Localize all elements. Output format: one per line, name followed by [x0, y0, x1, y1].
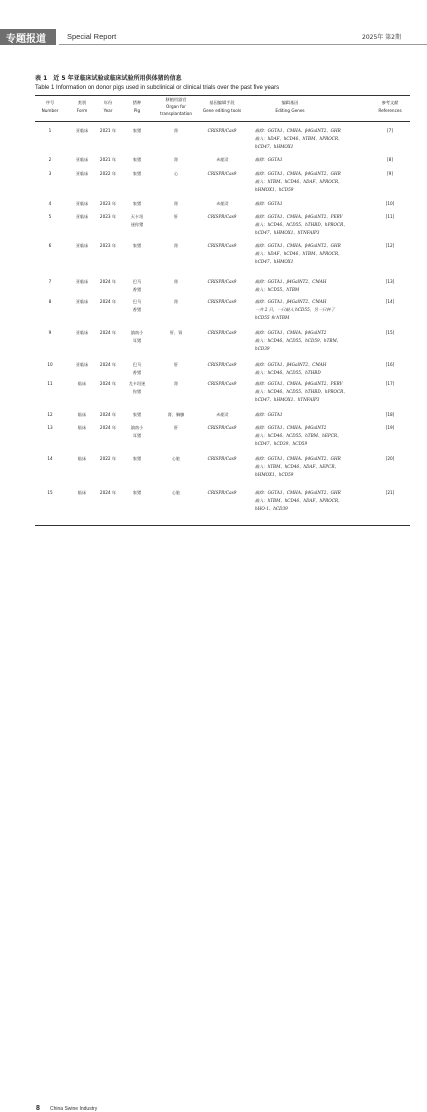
row-number: 13 [47, 425, 53, 430]
column-header-en: Editing Genes [275, 108, 305, 113]
row-year: 2024 年 [99, 362, 117, 367]
row-pig: 家猪 [132, 490, 142, 495]
row-genes: 敲除：GGTA1 [255, 412, 283, 417]
row-reference: [18] [385, 412, 395, 417]
row-pig: 香猪 [132, 307, 142, 312]
row-form: 亚临床 [75, 362, 89, 367]
row-reference: [12] [385, 243, 395, 248]
row-number: 14 [47, 456, 53, 461]
row-genes: 敲入：hCD55、hTBM [255, 287, 300, 292]
row-tool: CRISPR/Cas9 [207, 425, 237, 430]
row-tool: CRISPR/Cas9 [207, 456, 237, 461]
row-genes: 敲入：hTBM、hCD46、hDAF、hEPCR、 [255, 464, 339, 469]
table-caption-zh: 表 1 近 5 年亚临床试验或临床试验所用供体猪的信息 [35, 75, 182, 82]
section-label-zh: 专题报道 [6, 34, 46, 45]
column-header-en: transplantation [159, 111, 193, 116]
column-header-en: Form [76, 108, 88, 113]
table-bottom-rule [35, 525, 410, 526]
row-pig: 香猪 [132, 287, 142, 292]
row-form: 亚临床 [75, 279, 89, 284]
header-divider [59, 44, 427, 45]
row-genes: 敲入：hDAF、hCD46、hTBM、hPROCR、 [255, 251, 343, 256]
row-tool: CRISPR/Cas9 [207, 279, 237, 284]
row-tool: 未提及 [215, 201, 229, 206]
column-header-zh: 基因编辑手段 [209, 100, 235, 105]
row-genes: hHMOX1、hCD59 [255, 187, 294, 192]
row-form: 亚临床 [75, 243, 89, 248]
row-pig: 家猪 [132, 128, 142, 133]
row-year: 2021 年 [99, 128, 117, 133]
row-organ: 肝 [173, 362, 179, 367]
row-organ: 肾 [173, 128, 179, 133]
row-tool: CRISPR/Cas9 [207, 490, 237, 495]
row-number: 11 [47, 381, 53, 386]
row-pig: 天卡坦 [130, 214, 144, 219]
row-organ: 肾 [173, 243, 179, 248]
row-genes: 敲入：hDAF、hCD46、hTBM、hPROCR、 [255, 136, 343, 141]
row-organ: 心 [173, 171, 179, 176]
row-number: 7 [48, 279, 52, 284]
row-number: 12 [47, 412, 53, 417]
row-genes: 敲除：GGTA1、CMHA、β4GalNT2、GHR [255, 243, 341, 248]
row-tool: CRISPR/Cas9 [207, 330, 237, 335]
table-top-rule [35, 95, 410, 96]
row-tool: CRISPR/Cas9 [207, 381, 237, 386]
row-genes: hHO-1、hCD39 [255, 506, 288, 511]
row-year: 2024 年 [99, 330, 117, 335]
row-genes: 敲除：GGTA1、CMHA、β4GalNT2 [255, 425, 327, 430]
row-year: 2024 年 [99, 490, 117, 495]
row-pig: 巴马 [132, 299, 142, 304]
row-form: 亚临床 [75, 201, 89, 206]
row-year: 2024 年 [99, 279, 117, 284]
row-tool: CRISPR/Cas9 [207, 299, 237, 304]
section-tag [0, 29, 56, 45]
row-reference: [16] [385, 362, 395, 367]
row-year: 2023 年 [99, 214, 117, 219]
row-genes: hCD47、hHMOX1、hTNFAIP3 [255, 230, 320, 235]
row-tool: 未提及 [215, 412, 229, 417]
row-pig: 尤卡坦迷 [128, 381, 146, 386]
row-number: 1 [48, 128, 52, 133]
row-pig: 巴马 [132, 279, 142, 284]
row-organ: 心脏 [171, 456, 181, 461]
row-tool: CRISPR/Cas9 [207, 171, 237, 176]
row-year: 2023 年 [99, 201, 117, 206]
row-number: 5 [48, 214, 52, 219]
row-organ: 肝 [173, 214, 179, 219]
row-form: 临床 [77, 412, 87, 417]
issue-number: 2025年 第2期 [362, 34, 401, 41]
table-caption-en: Table 1 Information on donor pigs used in subclinical or clinical trials over the past five years [35, 85, 280, 91]
section-label-en: Special Report [67, 32, 117, 41]
row-tool: CRISPR/Cas9 [207, 214, 237, 219]
journal-name: China Swine Industry [50, 1106, 98, 1112]
column-header-zh: 序号 [45, 100, 55, 105]
row-organ: 肝 [173, 425, 179, 430]
row-number: 8 [48, 299, 52, 304]
row-genes: 敲入：hTBM、hCD46、hDAF、hPROCR、 [255, 498, 343, 503]
row-genes: hCD47、hHMOX1 [255, 259, 294, 264]
row-organ: 肾 [173, 157, 179, 162]
row-genes: hCD39 [255, 346, 270, 351]
row-genes: hCD55 和 hTBM [255, 315, 290, 320]
row-number: 3 [48, 171, 52, 176]
row-pig: 家猪 [132, 171, 142, 176]
row-form: 亚临床 [75, 214, 89, 219]
row-genes: 敲入：hCD46、hCD55、hTHBD [255, 370, 321, 375]
row-year: 2021 年 [99, 157, 117, 162]
row-organ: 肾、胸腺 [167, 412, 185, 417]
row-genes: 敲除：GGTA1、CMHA、β4GalNT2、GHR [255, 128, 341, 133]
row-pig: 家猪 [132, 201, 142, 206]
row-organ: 心脏 [171, 490, 181, 495]
row-genes: hCD47、hHMOX1、hTNFAIP3 [255, 397, 320, 402]
row-organ: 肾 [173, 201, 179, 206]
row-year: 2023 年 [99, 243, 117, 248]
column-header-en: Organ for [166, 104, 186, 109]
row-genes: hCD47、hCD39、hCD59 [255, 441, 308, 446]
row-number: 2 [48, 157, 52, 162]
row-form: 亚临床 [75, 299, 89, 304]
row-year: 2022 年 [99, 171, 117, 176]
row-genes: 敲入：hCD46、hCD55、hTBM、hEPCR、 [255, 433, 342, 438]
row-tool: CRISPR/Cas9 [207, 243, 237, 248]
column-header-zh: 编辑基因 [281, 100, 299, 105]
row-number: 10 [47, 362, 53, 367]
row-genes: 敲除：GGTA1、β4GalNT2、CMAH [255, 362, 327, 367]
row-genes: 敲除：GGTA1 [255, 201, 283, 206]
row-reference: [7] [387, 128, 393, 133]
row-genes: 敲除：GGTA1、β4GalNT2、CMAH [255, 279, 327, 284]
row-form: 亚临床 [75, 128, 89, 133]
row-organ: 肾 [173, 299, 179, 304]
row-reference: [10] [385, 201, 395, 206]
row-form: 临床 [77, 425, 87, 430]
row-pig: 耳猪 [132, 338, 142, 343]
row-year: 2022 年 [99, 456, 117, 461]
column-header-zh: 移植用器官 [165, 97, 187, 102]
row-pig: 你猪 [132, 389, 142, 394]
row-genes: 敲除：GGTA1、CMHA、β4GalNT2、GHR [255, 490, 341, 495]
row-organ: 肾 [173, 279, 179, 284]
row-form: 亚临床 [75, 330, 89, 335]
row-genes: 敲入：hTBM、hCD46、hDAF、hPROCR、 [255, 179, 343, 184]
page-header [0, 0, 427, 60]
row-reference: [11] [385, 214, 395, 219]
row-pig: 耳猪 [132, 433, 142, 438]
row-form: 临床 [77, 381, 87, 386]
row-genes: hCD47、hHMOX1 [255, 144, 294, 149]
row-pig: 滇南小 [130, 330, 144, 335]
page-number: 8 [36, 1105, 40, 1112]
row-genes: 敲除：GGTA1、CMHA、β4GalNT2、PERV [255, 214, 343, 219]
row-number: 4 [48, 201, 52, 206]
column-header-en: Gene editing tools [202, 108, 242, 113]
row-genes: 敲除：GGTA1、β4GalNT2、CMAH [255, 299, 327, 304]
row-genes: 敲入：hCD46、hCD55、hTHBD、hPROCR、 [255, 389, 348, 394]
row-genes: 敲除：GGTA1 [255, 157, 283, 162]
page-footer [0, 548, 427, 1112]
row-genes: 敲除：GGTA1、CMHA、β4GalNT2 [255, 330, 327, 335]
row-pig: 家猪 [132, 456, 142, 461]
row-form: 亚临床 [75, 171, 89, 176]
row-reference: [15] [385, 330, 395, 335]
column-header-zh: 猪种 [132, 100, 142, 105]
row-organ: 肾 [173, 381, 179, 386]
row-year: 2024 年 [99, 412, 117, 417]
row-form: 临床 [77, 490, 87, 495]
row-genes: 敲除：GGTA1、CMHA、β4GalNT2、GHR [255, 171, 341, 176]
row-reference: [20] [385, 456, 395, 461]
row-pig: 巴马 [132, 362, 142, 367]
row-reference: [17] [385, 381, 395, 386]
column-header-en: References [378, 108, 402, 113]
row-genes: 敲入：hCD46、hCD55、hCD59、hTBM、 [255, 338, 341, 343]
row-pig: 香猪 [132, 370, 142, 375]
row-reference: [9] [387, 171, 393, 176]
row-reference: [14] [385, 299, 395, 304]
row-year: 2024 年 [99, 299, 117, 304]
row-reference: [21] [385, 490, 395, 495]
row-genes: hHMOX1、hCD59 [255, 472, 294, 477]
row-year: 2024 年 [99, 425, 117, 430]
row-genes: 敲除：GGTA1、CMHA、β4GalNT2、PERV [255, 381, 343, 386]
row-number: 9 [48, 330, 52, 335]
column-header-en: Pig [133, 108, 141, 113]
row-genes: 敲除：GGTA1、CMHA、β4GalNT2、GHR [255, 456, 341, 461]
row-tool: 未提及 [215, 157, 229, 162]
row-form: 临床 [77, 456, 87, 461]
column-header-zh: 参考文献 [381, 100, 399, 105]
row-tool: CRISPR/Cas9 [207, 362, 237, 367]
row-pig: 家猪 [132, 243, 142, 248]
row-reference: [19] [385, 425, 395, 430]
column-header-zh: 类别 [77, 100, 87, 105]
column-header-en: Year [103, 108, 113, 113]
row-reference: [13] [385, 279, 395, 284]
row-tool: CRISPR/Cas9 [207, 128, 237, 133]
row-reference: [8] [387, 157, 393, 162]
row-genes: 敲入：hCD46、hCD55、hTHBD、hPROCR、 [255, 222, 348, 227]
table-header-rule [35, 121, 410, 122]
row-number: 6 [48, 243, 52, 248]
column-header-en: Number [41, 108, 59, 113]
row-organ: 肝、肾 [169, 330, 183, 335]
row-number: 15 [47, 490, 53, 495]
row-pig: 滇南小 [130, 425, 144, 430]
row-genes: 一共 2 只，一只敲入 hCD55，另一只转了 [255, 307, 335, 312]
column-header-zh: 年份 [103, 100, 113, 105]
row-pig: 迷你猪 [130, 222, 144, 227]
row-year: 2024 年 [99, 381, 117, 386]
row-form: 亚临床 [75, 157, 89, 162]
row-pig: 家猪 [132, 157, 142, 162]
row-pig: 家猪 [132, 412, 142, 417]
